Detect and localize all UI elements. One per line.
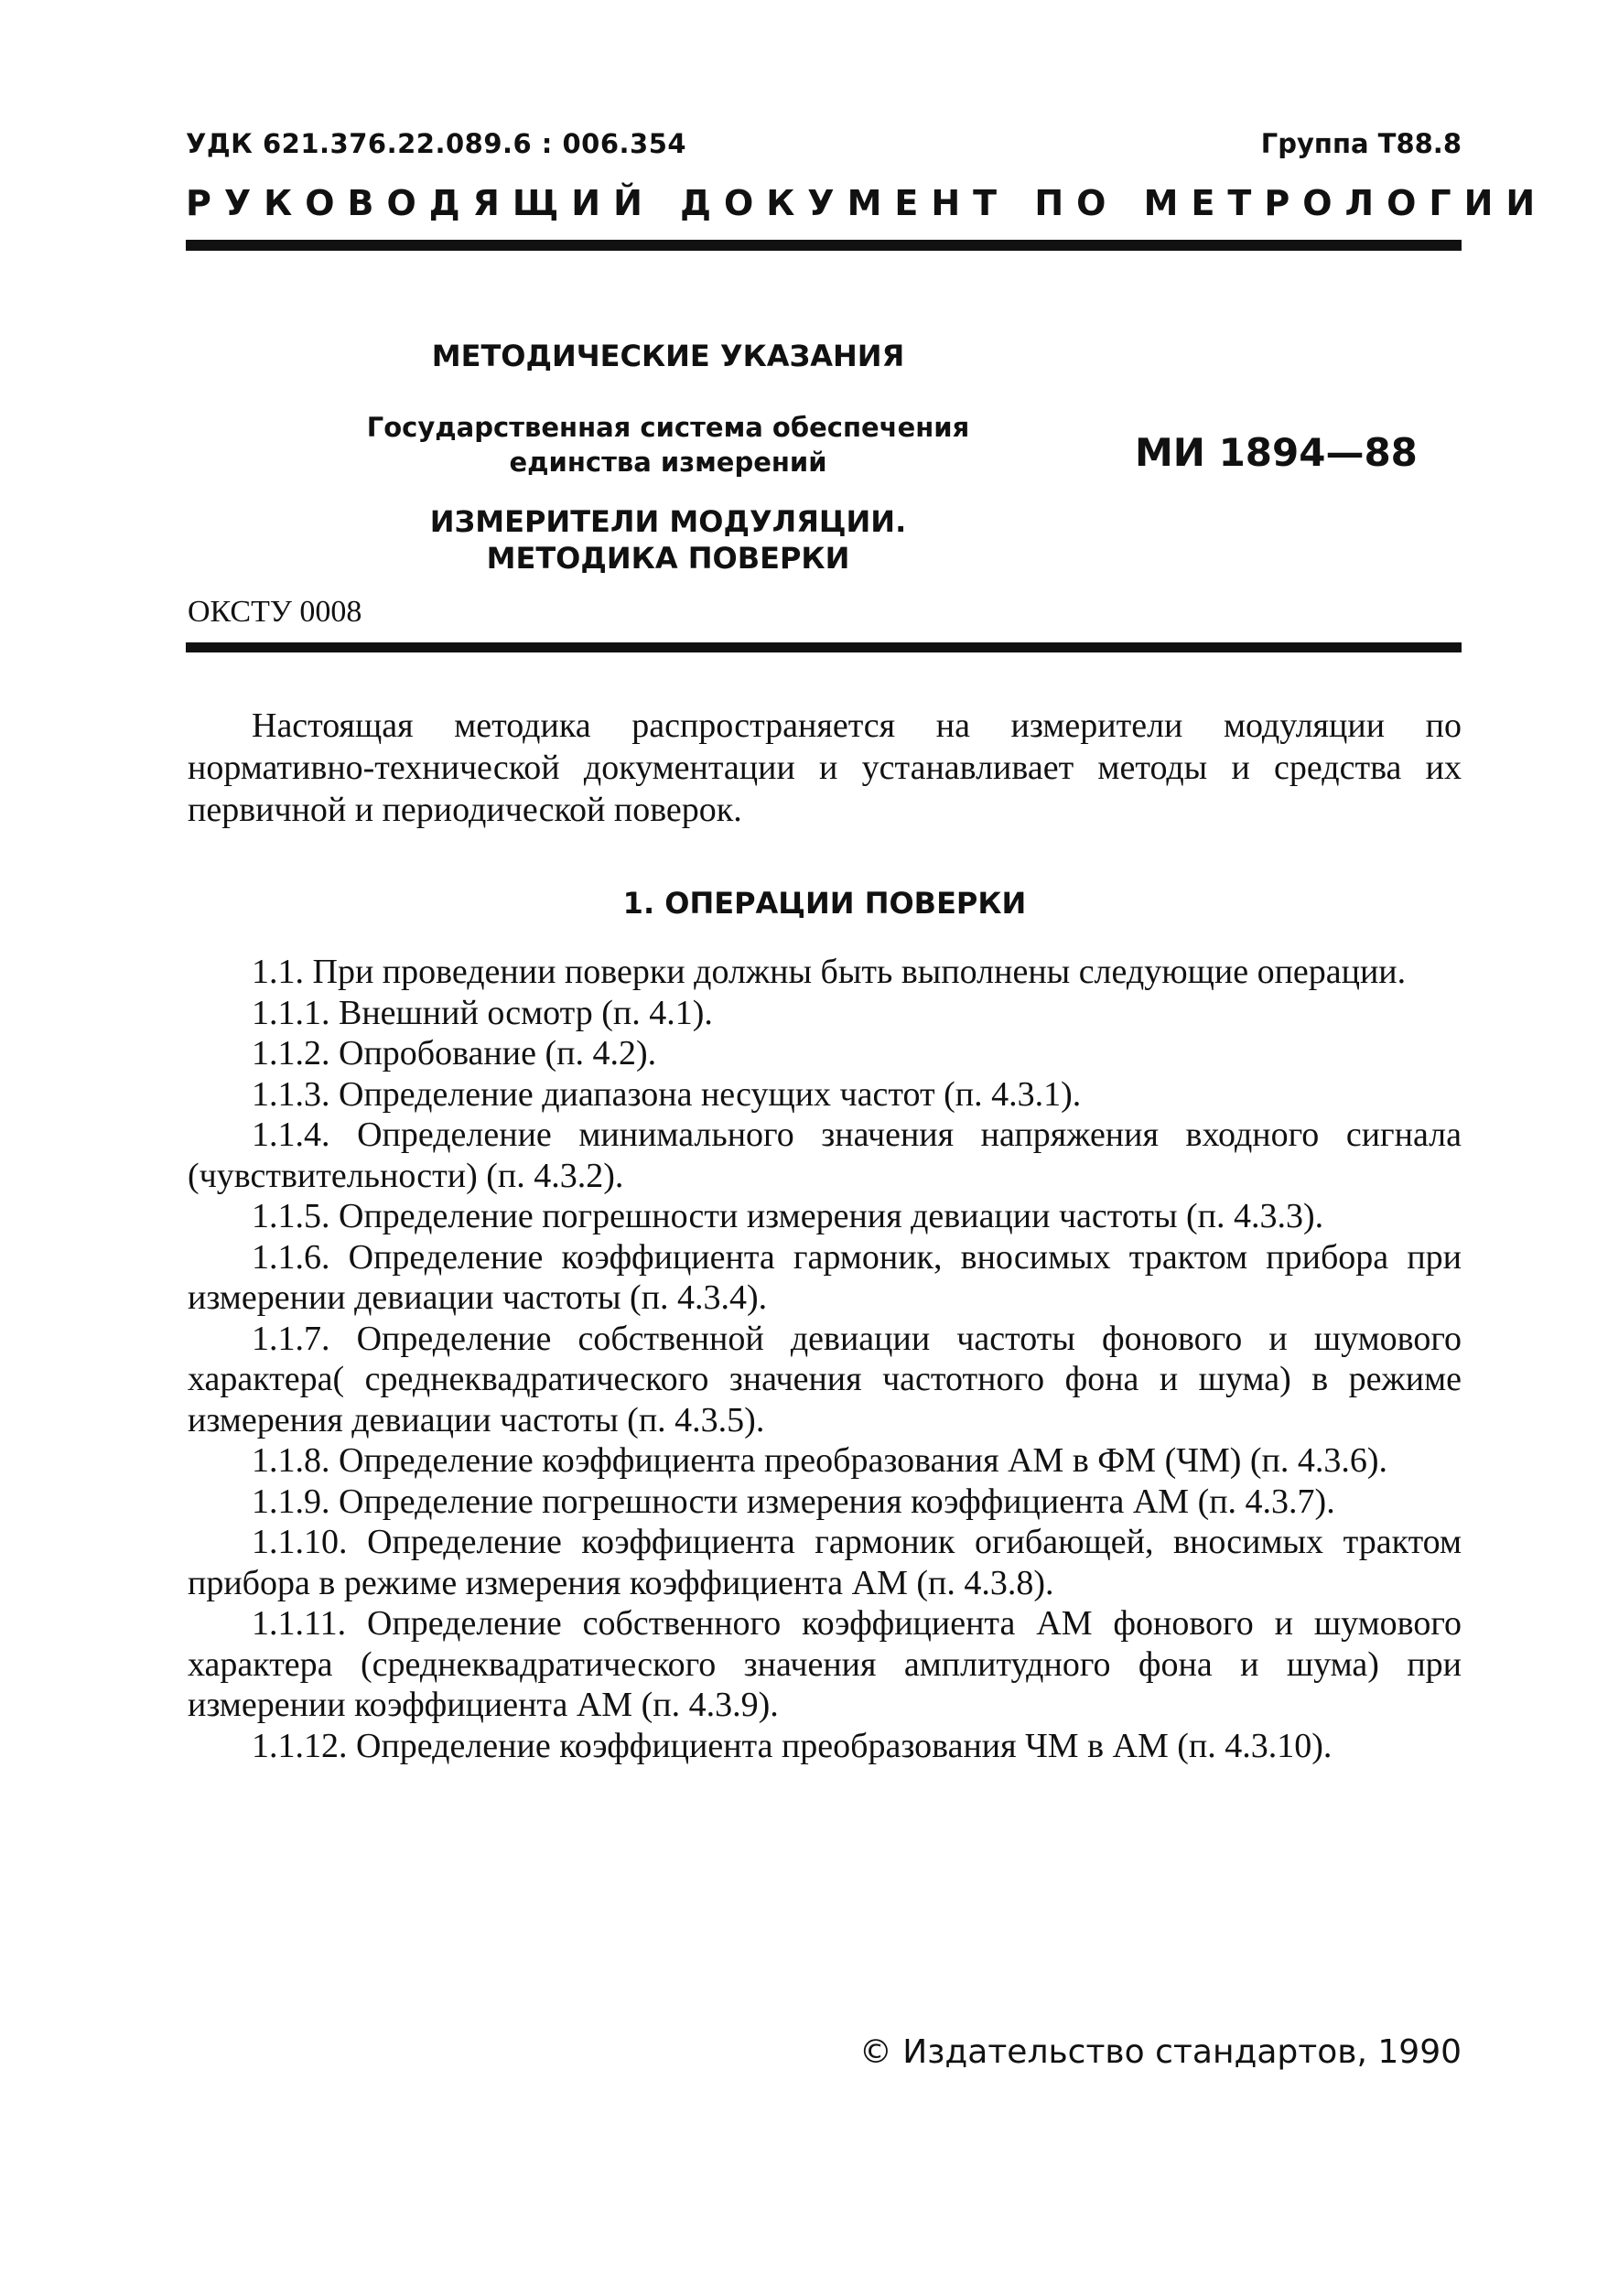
list-item: 1.1.4. Определение минимального значения напряжения входного сигнала (чувствительности) (п. 4.3.2). [188, 1116, 1462, 1195]
group-code: Группа Т88.8 [1260, 128, 1462, 159]
list-item: 1.1.3. Определение диапазона несущих частот (п. 4.3.1). [252, 1074, 1082, 1114]
list-item: 1.1. При проведении поверки должны быть выполнены следующие операции. [252, 953, 1407, 991]
document-title [275, 503, 1062, 577]
intro-paragraph: Настоящая методика распространяется на измерители модуляции по нормативно-технической документации и устанавливает методы и средства их первичной и периодической поверок. [188, 706, 1462, 829]
document-title-line2: МЕТОДИКА ПОВЕРКИ [486, 541, 850, 576]
list-item: 1.1.6. Определение коэффициента гармоник, вносимых трактом прибора при измерении девиации частоты (п. 4.3.4). [188, 1237, 1462, 1317]
section-heading: 1. ОПЕРАЦИИ ПОВЕРКИ [622, 886, 1027, 921]
system-name-line2: единства измерений [509, 447, 827, 478]
top-divider [186, 240, 1462, 251]
udk-code: УДК 621.376.22.089.6 : 006.354 [186, 128, 687, 159]
list-item: 1.1.9. Определение погрешности измерения коэффициента АМ (п. 4.3.7). [252, 1482, 1335, 1521]
list-item: 1.1.10. Определение коэффициента гармоник огибающей, вносимых трактом прибора в режиме измерения коэффициента АМ (п. 4.3.8). [188, 1523, 1462, 1602]
list-item: 1.1.11. Определение собственного коэффициента АМ фонового и шумового характера (среднеквадратического значения амплитудного фона и шума) при измерении коэффициента АМ (п. 4.3.9). [188, 1604, 1462, 1724]
list-item: 1.1.7. Определение собственной девиации частоты фонового и шумового характера( среднеквадратического значения частотного фона и шума) в режиме измерения девиации частоты (п. 4.3.5). [188, 1319, 1462, 1439]
list-item: 1.1.8. Определение коэффициента преобразования АМ в ФМ (ЧМ) (п. 4.3.6). [252, 1441, 1388, 1480]
okstu-code: ОКСТУ 0008 [188, 595, 362, 629]
document-banner: РУКОВОДЯЩИЙ ДОКУМЕНТ ПО МЕТРОЛОГИИ [186, 183, 1548, 223]
bottom-divider [186, 642, 1462, 652]
document-title-line1: ИЗМЕРИТЕЛИ МОДУЛЯЦИИ. [429, 504, 907, 539]
document-type: МЕТОДИЧЕСКИЕ УКАЗАНИЯ [431, 339, 905, 373]
copyright-symbol: © [858, 2033, 892, 2071]
list-item: 1.1.2. Опробование (п. 4.2). [252, 1034, 657, 1073]
document-code: МИ 1894—88 [1135, 430, 1418, 475]
system-name [275, 410, 1062, 480]
list-item: 1.1.12. Определение коэффициента преобразования ЧМ в АМ (п. 4.3.10). [252, 1726, 1333, 1765]
list-item: 1.1.1. Внешний осмотр (п. 4.1). [252, 993, 713, 1032]
copyright-text: Издательство стандартов, 1990 [902, 2033, 1462, 2071]
list-item: 1.1.5. Определение погрешности измерения девиации частоты (п. 4.3.3). [252, 1197, 1324, 1235]
operations-list [188, 952, 1462, 1766]
system-name-line1: Государственная система обеспечения [366, 412, 970, 443]
copyright-notice [859, 2033, 1462, 2071]
